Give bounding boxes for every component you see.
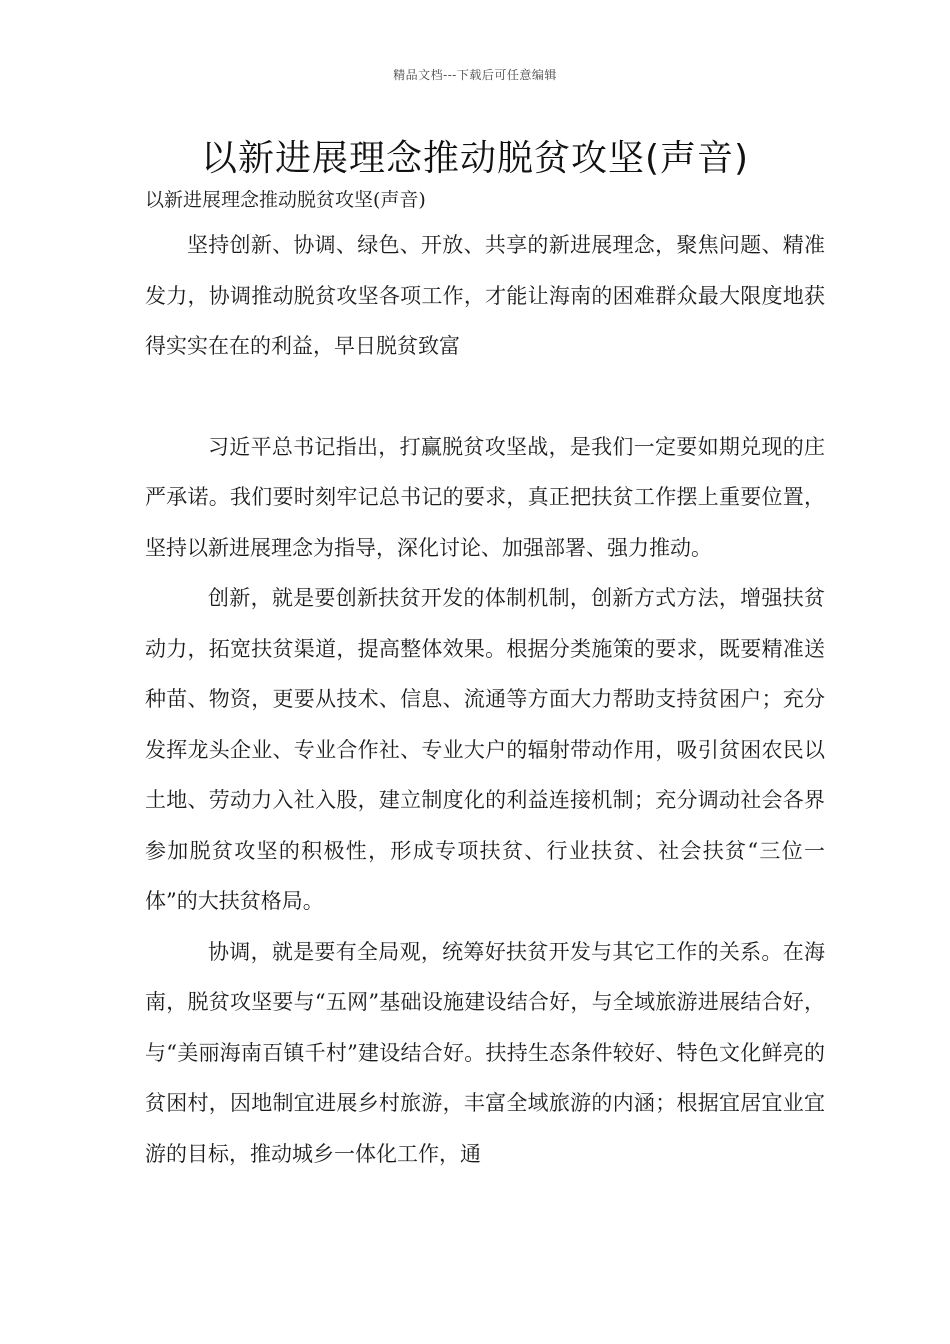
document-subtitle: 以新进展理念推动脱贫攻坚(声音) xyxy=(145,189,426,211)
document-body xyxy=(145,180,825,1179)
document-title: 以新进展理念推动脱贫攻坚(声音) xyxy=(200,138,750,179)
paragraph-intro: 坚持创新、协调、绿色、开放、共享的新进展理念，聚焦问题、精准发力，协调推动脱贫攻坚各项工作，才能让海南的困难群众最大限度地获得实实在在的利益，早日脱贫致富 xyxy=(145,233,825,358)
paragraph-2: 创新，就是要创新扶贫开发的体制机制，创新方式方法，增强扶贫动力，拓宽扶贫渠道，提高整体效果。根据分类施策的要求，既要精准送种苗、物资，更要从技术、信息、流通等方面大力帮助支持贫困户；充分发挥龙头企业、专业合作社、专业大户的辐射带动作用，吸引贫困农民以土地、劳动力入社入股，建立制度化的利益连接机制；充分调动社会各界参加脱贫攻坚的积极性，形成专项扶贫、行业扶贫、社会扶贫“三位一体”的大扶贫格局。 xyxy=(145,586,825,913)
paragraph-gap xyxy=(145,372,825,422)
header-note: 精品文档---下载后可任意编辑 xyxy=(393,68,557,82)
paragraph-3: 协调，就是要有全局观，统筹好扶贫开发与其它工作的关系。在海南，脱贫攻坚要与“五网”基础设施建设结合好，与全域旅游进展结合好，与“美丽海南百镇千村”建设结合好。扶持生态条件较好、特色文化鲜亮的贫困村，因地制宜进展乡村旅游，丰富全域旅游的内涵；根据宜居宜业宜游的目标，推动城乡一体化工作，通 xyxy=(145,939,825,1166)
paragraph-1: 习近平总书记指出，打赢脱贫攻坚战，是我们一定要如期兑现的庄严承诺。我们要时刻牢记总书记的要求，真正把扶贫工作摆上重要位置，坚持以新进展理念为指导，深化讨论、加强部署、强力推动。 xyxy=(145,434,825,560)
